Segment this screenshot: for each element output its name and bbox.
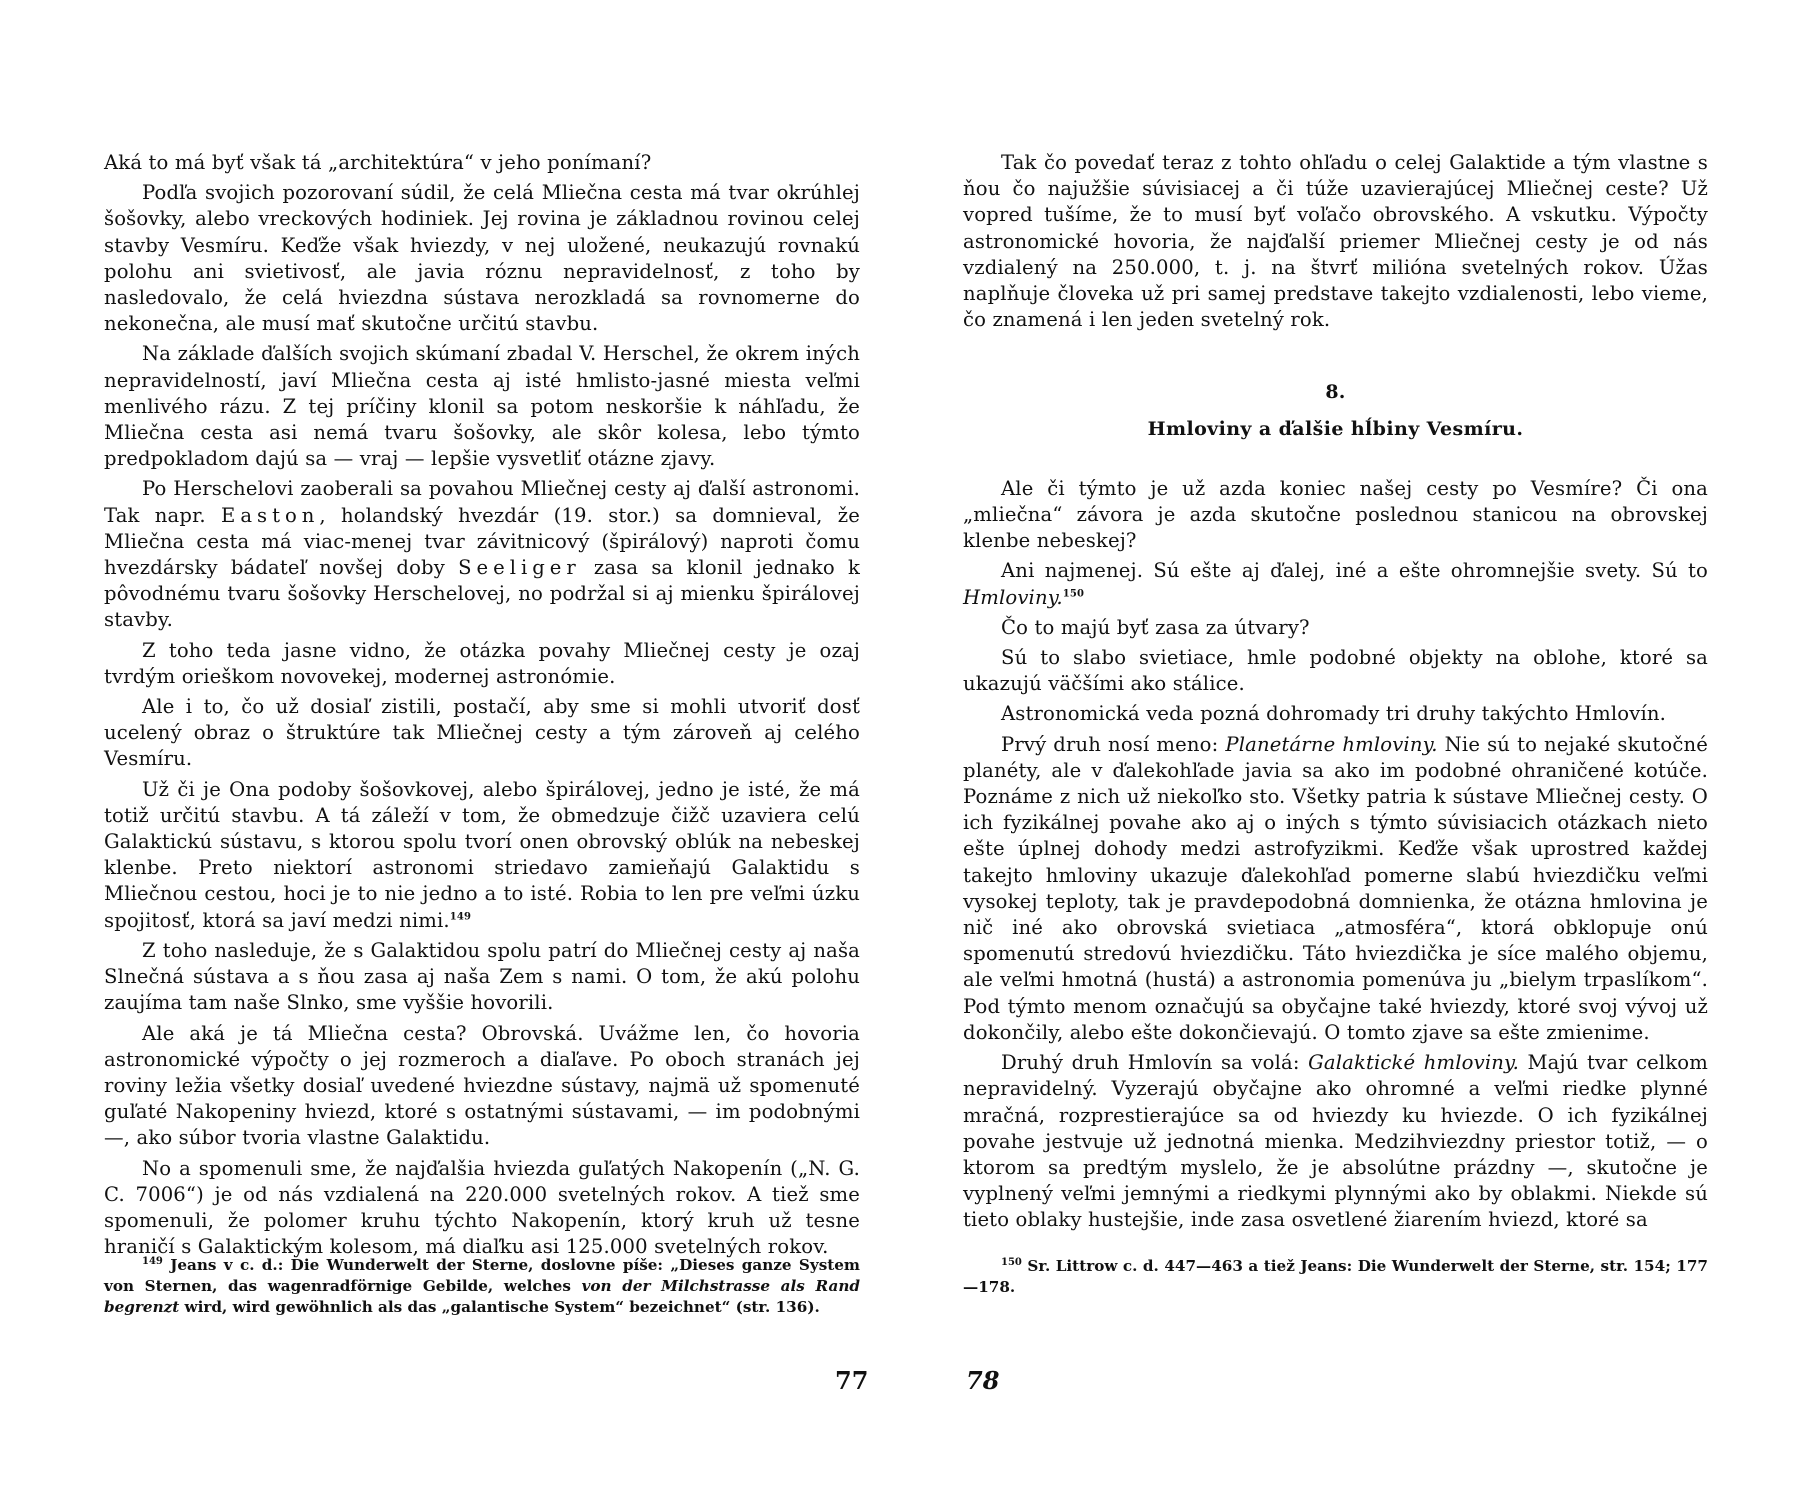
footnote-mark: 150 xyxy=(1001,1256,1022,1268)
right-body-text xyxy=(963,150,1708,1238)
footnote-mark: 149 xyxy=(142,1255,163,1267)
footnote xyxy=(104,1255,860,1318)
paragraph: Sú to slabo svietiace, hmle podobné objekty na oblohe, ktoré sa ukazujú väčšími ako stálice. xyxy=(963,646,1708,696)
footnote-text xyxy=(963,1256,1708,1298)
paragraph: Astronomická veda pozná dohromady tri druhy takýchto Hmlovín. xyxy=(1001,702,1667,726)
italic-term: Planetárne hmloviny. xyxy=(1225,732,1438,756)
italic-term: Galaktické hmloviny. xyxy=(1308,1051,1520,1075)
page-number: 78 xyxy=(966,1366,1000,1395)
paragraph-text: Majú tvar celkom nepravidelný. Vyzerajú obyčajne ako ohromné a veľmi riedke plynné mračná, rozprestierajúce sa od hviezdy ku hviezde. O ich fyzikálnej povahe jestvuje už jednotná mienka. Medzihviezdny priestor totiž, — o ktorom sa predtým myslelo, že je absolútne prázdny —, skutočne je vyplnený veľmi jemnými a riedkymi plynnými ako by oblakmi. Niekde sú tieto oblaky hustejšie, inde zasa osvetlené žiarením hviezd, ktoré sa xyxy=(963,1051,1708,1232)
paragraph-text: , holandský hvezdár (19. stor.) sa domnieval, že Mliečna cesta má viac-menej tvar závitnicový (špirálový) naproti čomu hvezdársky bádateľ novšej doby xyxy=(104,503,860,580)
paragraph xyxy=(963,732,1708,1046)
paragraph-text: Po Herschelovi zaoberali sa povahou Mliečnej cesty aj ďalší astronomi. Tak napr. xyxy=(104,477,860,527)
paragraph-text: Druhý druh Hmlovín sa volá: xyxy=(1001,1051,1300,1075)
spaced-name-easton: Easton xyxy=(221,503,320,527)
paragraph: Tak čo povedať teraz z tohto ohľadu o celej Galaktide a tým vlastne s ňou čo najužšie súvisiacej a či túže uzavierajúcej Mliečnej ceste? Už vopred tušíme, že to musí byť voľačo obrovského. A vskutku. Výpočty astronomické hovoria, že najďalší priemer Mliečnej cesty je od nás vzdialený na 250.000, t. j. na štvrť milióna svetelných rokov. Úžas naplňuje človeka už pri samej predstave takejto vzdialenosti, lebo vieme, čo znamená i len jeden svetelný rok. xyxy=(963,151,1708,332)
paragraph-text: Už či je Ona podoby šošovkovej, alebo špirálovej, jedno je isté, že má totiž určitú stavbu. A tá záleží v tom, že obmedzuje čižč uzaviera celú Galaktickú sústavu, s ktorou spolu tvorí onen obrovský oblúk na nebeskej klenbe. Preto niektorí astronomi striedavo zamieňajú Galaktidu s Mliečnou cestou, hoci je to nie jedno a to isté. Robia to len pre veľmi úzku spojitosť, ktorá sa javí medzi nimi. xyxy=(104,777,860,932)
paragraph: Z toho teda jasne vidno, že otázka povahy Mliečnej cesty je ozaj tvrdým orieškom novovekej, modernej astronómie. xyxy=(104,638,860,688)
spaced-name-seeliger: Seeliger xyxy=(458,556,581,580)
paragraph: Ale i to, čo už dosiaľ zistili, postačí, aby sme si mohli utvoriť dosť ucelený obraz o štruktúre tak Mliečnej cesty a tým zároveň aj celého Vesmíru. xyxy=(104,695,860,771)
page-number: 77 xyxy=(835,1366,869,1395)
paragraph: No a spomenuli sme, že najďalšia hviezda guľatých Nakopenín („N. G. C. 7006“) je od nás vzdialená na 220.000 svetelných rokov. A tiež sme spomenuli, že polomer kruhu týchto Nakopenín, ktorý kruh už tesne hraničí s Galaktickým kolesom, má diaľku asi 125.000 svetelných rokov. xyxy=(104,1156,860,1259)
footnote-italic: von der Milchstrasse als Rand begrenzt xyxy=(104,1277,860,1316)
footnote-text xyxy=(104,1255,860,1318)
paragraph-text: Nie sú to nejaké skutočné planéty, ale v ďalekohľade javia sa ako im podobné ohraničené kotúče. Poznáme z nich už niekoľko sto. Všetky patria k sústave Mliečnej cesty. O ich fyzikálnej povahe ako aj o iných s týmto súvisiacich otázkach nieto ešte úplnej dohody medzi astrofyzikmi. Keďže však uprostred každej takejto hmloviny ukazuje ďalekohľad pomerne slabú hviezdičku veľmi vysokej teploty, tak je pravdepodobná domnienka, že otázna hmlovina je nič iné ako obrovská svietiaca „atmosféra“, ktorá obklopuje onú spomenutú stredovú hviezdičku. Táto hviezdička je síce malého objemu, ale veľmi hmotná (hustá) a astronomia pomenúva ju „bielym trpaslíkom“. Pod týmto menom označujú sa obyčajne také hviezdy, ktoré svoj vývoj už dokončily, alebo ešte dokončievajú. O tomto zjave sa ešte zmienime. xyxy=(963,732,1708,1044)
paragraph xyxy=(963,1050,1708,1233)
footnote-part: Jeans v c. d.: Die Wunderwelt der Sterne, doslovne píše: „Dieses ganze System von Sternen, das wagenradförnige Gebilde, welches xyxy=(104,1256,860,1295)
paragraph: Ale aká je tá Mliečna cesta? Obrovská. Uvážme len, čo hovoria astronomické výpočty o jej rozmeroch a diaľave. Po oboch stranách jej roviny ležia všetky dosiaľ uvedené hviezdne sústavy, najmä už spomenuté guľaté Nakopeniny hviezd, ktoré s ostatnými sústavami, — im podobnými —, ako súbor tvoria vlastne Galaktidu. xyxy=(104,1021,860,1150)
paragraph xyxy=(104,777,860,934)
footnote-part: Sr. Littrow c. d. 447—463 a tiež Jeans: Die Wunderwelt der Sterne, str. 154; 177—178. xyxy=(963,1257,1708,1296)
paragraph: Podľa svojich pozorovaní súdil, že celá Mliečna cesta má tvar okrúhlej šošovky, alebo vreckových hodiniek. Jej rovina je základnou rovinou celej stavby Vesmíru. Keďže však hviezdy, v nej uložené, neukazujú rovnakú polohu ani svietivosť, ale javia róznu nepravidelnosť, z toho by nasledovalo, že celá hviezdna sústava nerozkladá sa rovnomerne do nekonečna, ale musí mať skutočne určitú stavbu. xyxy=(104,181,860,336)
paragraph xyxy=(104,476,860,633)
section-number: 8. xyxy=(1325,381,1346,404)
footnote-ref: 149 xyxy=(449,911,472,923)
paragraph-text: Prvý druh nosí meno: xyxy=(1001,732,1219,756)
paragraph-text: Ani najmenej. Sú ešte aj ďalej, iné a ešte ohromnejšie svety. Sú to xyxy=(1001,559,1708,583)
right-page xyxy=(908,0,1816,1500)
italic-term: Hmloviny. xyxy=(963,585,1063,609)
paragraph: Na základe ďalších svojich skúmaní zbadal V. Herschel, že okrem iných nepravidelností, javí Mliečna cesta aj isté hmlisto-jasné miesta veľmi menlivého rázu. Z tej príčiny klonil sa potom neskoršie k náhľadu, že Mliečna cesta asi nemá tvaru šošovky, ale skôr kolesa, lebo týmto predpokladom dajú sa — vraj — lepšie vysvetliť otázne zjavy. xyxy=(104,342,860,471)
footnote-ref: 150 xyxy=(1062,588,1085,600)
footnote xyxy=(963,1256,1708,1298)
paragraph-text: zasa sa klonil jednako k pôvodnému tvaru šošovky Herschelovej, no podržal si aj mienku špirálovej stavby. xyxy=(104,556,860,632)
left-body-text xyxy=(104,150,860,1264)
paragraph: Z toho nasleduje, že s Galaktidou spolu patrí do Mliečnej cesty aj naša Slnečná sústava a s ňou zasa aj naša Zem s nami. O tom, že akú polohu zaujíma tam naše Slnko, sme vyššie hovorili. xyxy=(104,938,860,1015)
paragraph xyxy=(963,558,1708,610)
paragraph: Ale či týmto je už azda koniec našej cesty po Vesmíre? Či ona „mliečna“ závora je azda skutočne poslednou stanicou na obrovskej klenbe nebeskej? xyxy=(963,476,1708,553)
paragraph: Aká to má byť však tá „architektúra“ v jeho ponímaní? xyxy=(104,151,652,174)
paragraph: Čo to majú byť zasa za útvary? xyxy=(1001,615,1310,639)
footnote-part: wird, wird gewöhnlich als das „galantische System“ bezeichnet“ (str. 136). xyxy=(184,1298,820,1316)
section-title: Hmloviny a ďalšie hĺbiny Vesmíru. xyxy=(1147,417,1524,440)
